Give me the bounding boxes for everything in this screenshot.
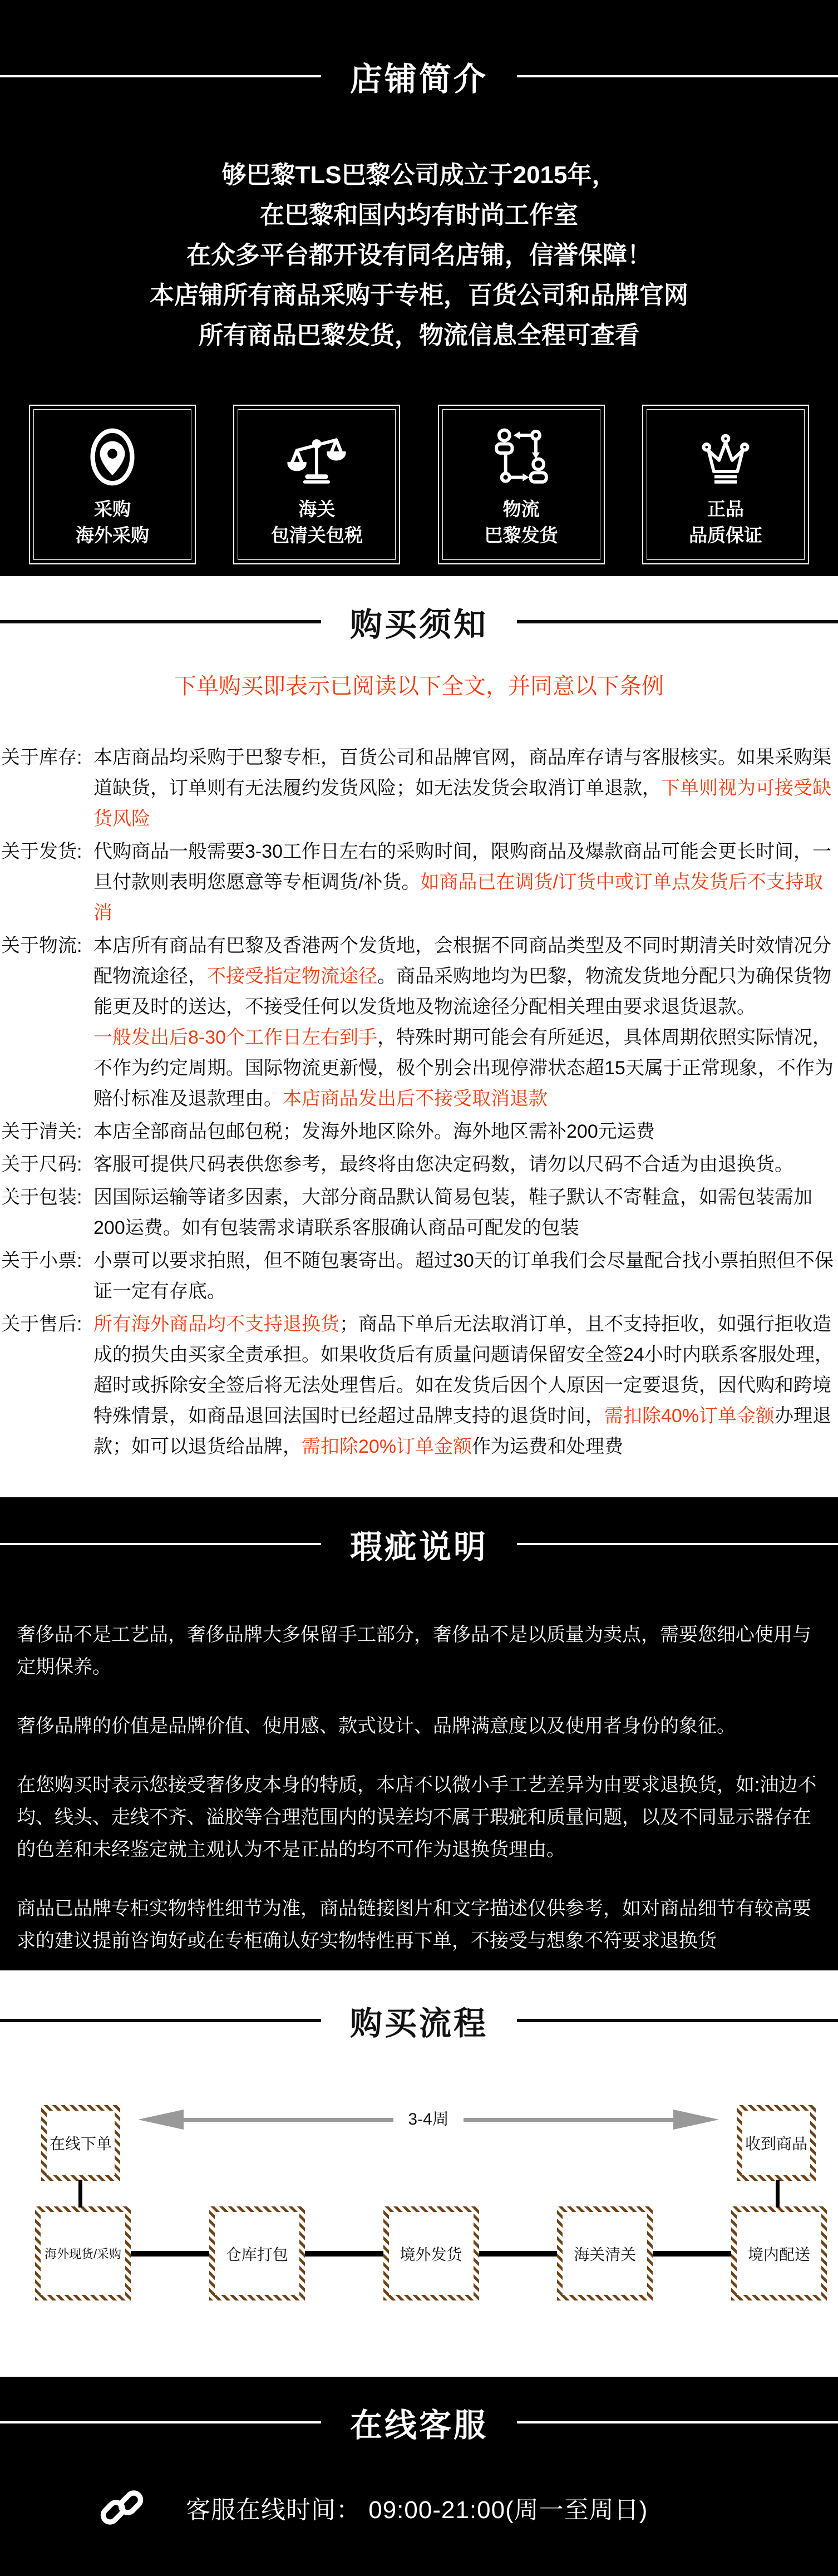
notice-body: 因国际运输等诸多因素，大部分商品默认简易包装，鞋子默认不寄鞋盒，如需包装需加200运费。如有包装需求请联系客服确认商品可配发的包装: [93, 1187, 812, 1238]
section-defect-statement: [0, 1497, 838, 1970]
section-purchase-notice: [0, 576, 838, 1497]
defect-paragraph: 商品已品牌专柜实物特性细节为准，商品链接图片和文字描述仅供参考，如对商品细节有较高要求的建议提前咨询好或在专柜确认好实物特性再下单，不接受与想象不符要求退换货: [17, 1898, 811, 1951]
intro-line: 本店铺所有商品采购于专柜，百货公司和品牌官网: [150, 282, 688, 309]
notice-label: 关于发货:: [1, 841, 82, 862]
intro-line: 在巴黎和国内均有时尚工作室: [260, 201, 578, 229]
defect-paragraph: 奢侈品牌的价值是品牌价值、使用感、款式设计、品牌满意度以及使用者身份的象征。: [17, 1715, 736, 1737]
service-title-row: [0, 2399, 838, 2446]
notice-label: 关于小票:: [1, 1250, 82, 1271]
feature-card-authentic: [642, 405, 809, 564]
flow-top-row: [0, 2105, 838, 2181]
notice-label: 关于物流:: [1, 935, 82, 956]
title-rule-right: [517, 75, 838, 77]
feature-card-sourcing: [29, 405, 196, 564]
feature-subtitle: 巴黎发货: [484, 525, 558, 545]
flow-duration-label: 3-4周: [408, 2110, 449, 2128]
notice-item-shipping: [0, 837, 835, 928]
notice-body: 本店全部商品包邮包税；发海外地区除外。海外地区需补200元运费: [93, 1121, 655, 1142]
flow-connector: [305, 2251, 383, 2257]
feature-cards: [0, 405, 838, 564]
title-rule-right: [517, 1543, 838, 1545]
arrow-left-icon: [138, 2110, 393, 2130]
intro-line: 在众多平台都开设有同名店铺，信誉保障！: [186, 242, 652, 269]
intro-line: 所有商品巴黎发货，物流信息全程可查看: [199, 322, 639, 349]
notice-item-aftersale: [0, 1309, 835, 1462]
flow-step-warehouse-packing: 仓库打包: [209, 2206, 305, 2300]
process-flow-diagram: [0, 2105, 838, 2300]
store-intro-title-row: [0, 53, 838, 100]
flow-step-domestic-delivery: 境内配送: [731, 2206, 827, 2300]
title-rule-left: [0, 2019, 321, 2022]
notice-item-receipt: [0, 1246, 835, 1307]
process-title: 购买流程: [350, 2005, 489, 2042]
notice-item-customs: [0, 1117, 835, 1147]
process-title-row: [0, 1997, 838, 2044]
title-rule-left: [0, 620, 321, 623]
notice-body: 所有海外商品均不支持退换货；商品下单后无法取消订单，且不支持拒收，如强行拒收造成的损失由买家全责承担。如果收货后有质量问题请保留安全签24小时内联系客服处理，超时或拆除安全签后将无法处理售后。如在发货后因个人原因一定要退货，因代购和跨境特殊情景，如商品退回法国时已经超过品牌支持的退货时间，需扣除40%订单金额办理退款；如可以退货给品牌，需扣除20%订单金额作为运费和处理费: [93, 1314, 834, 1457]
notice-label: 关于库存:: [1, 747, 82, 768]
intro-line: 够巴黎TLS巴黎公司成立于2015年，: [221, 161, 617, 189]
notice-body: 本店所有商品有巴黎及香港两个发货地，会根据不同商品类型及不同时期清关时效情况分配物流途径，不接受指定物流途径。商品采购地均为巴黎，物流发货地分配只为确保货物能更及时的送达，不接受任何以发货地及物流途径分配相关理由要求退货退款。 一般发出后8-30个工作日左右到手，特殊时期可能会有所延迟，具体周期依照实际情况，不作为约定周期。国际物流更新慢，极个别会出现停滞状态超15天属于正常现象，不作为赔付标准及退款理由。本店商品发出后不接受取消退款: [93, 935, 834, 1109]
flow-connector-vertical-left: [78, 2180, 82, 2208]
store-intro-title: 店铺简介: [350, 61, 489, 97]
notice-items: [0, 743, 838, 1462]
chain-link-icon: [96, 2481, 148, 2534]
crown-icon: [693, 424, 758, 490]
logistics-flow-icon: [489, 424, 554, 490]
defect-paragraph: 在您购买时表示您接受奢侈皮本身的特质，本店不以微小手工艺差异为由要求退换货，如:油边不均、线头、走线不齐、溢胶等合理范围内的误差均不属于瑕疵和质量问题，以及不同显示器存在的色差和未经鉴定就主观认为不是正品的均不可作为退换货理由。: [17, 1774, 817, 1860]
feature-title: 采购: [94, 499, 131, 519]
arrow-right-icon: [464, 2110, 719, 2130]
title-rule-left: [0, 2421, 321, 2423]
scales-icon: [284, 424, 349, 490]
defects-title: 瑕疵说明: [350, 1529, 489, 1565]
defect-paragraphs: [0, 1619, 838, 1957]
location-pin-icon: [80, 424, 145, 490]
notice-body: 本店商品均采购于巴黎专柜，百货公司和品牌官网，商品库存请与客服核实。如果采购渠道缺货，订单则有无法履约发货风险；如无法发货会取消订单退款，下单则视为可接受缺货风险: [93, 747, 831, 829]
flow-connector: [653, 2251, 731, 2257]
flow-bottom-row: [0, 2206, 838, 2300]
feature-card-logistics: [438, 405, 605, 564]
section-online-service: [0, 2377, 838, 2576]
title-rule-right: [517, 2421, 838, 2423]
notice-item-stock: [0, 743, 835, 834]
feature-title: 海关: [298, 499, 336, 519]
flow-connector: [131, 2251, 209, 2257]
service-title: 在线客服: [350, 2407, 489, 2444]
notice-label: 关于售后:: [1, 1314, 82, 1335]
title-rule-left: [0, 1543, 321, 1545]
title-rule-right: [517, 2019, 838, 2022]
notice-body: 代购商品一般需要3-30工作日左右的采购时间，限购商品及爆款商品可能会更长时间，一旦付款则表明您愿意等专柜调货/补货。如商品已在调货/订货中或订单点发货后不支持取消: [93, 841, 832, 923]
flow-step-overseas-stock: 海外现货/采购: [35, 2206, 131, 2300]
service-row: [0, 2481, 838, 2534]
notice-label: 关于尺码:: [1, 1154, 82, 1175]
notice-body: 客服可提供尺码表供您参考，最终将由您决定码数，请勿以尺码不合适为由退换货。: [93, 1154, 793, 1175]
section-purchase-process: [0, 1970, 838, 2377]
notice-label: 关于清关:: [1, 1121, 82, 1142]
notice-body: 小票可以要求拍照，但不随包裹寄出。超过30天的订单我们会尽量配合找小票拍照但不保证一定有存底。: [93, 1250, 834, 1302]
feature-card-customs: [233, 405, 400, 564]
flow-connector: [479, 2251, 558, 2257]
section-store-intro: [0, 0, 838, 576]
store-intro-text: [0, 155, 838, 356]
title-rule-right: [517, 620, 838, 623]
feature-subtitle: 品质保证: [688, 525, 762, 545]
feature-subtitle: 包清关包税: [270, 525, 363, 545]
notice-title: 购买须知: [350, 607, 489, 643]
notice-subtitle: 下单购买即表示已阅读以下全文，并同意以下条例: [174, 674, 664, 699]
feature-subtitle: 海外采购: [76, 525, 149, 545]
service-hours-text: 客服在线时间： 09:00-21:00(周一至周日): [186, 2496, 648, 2524]
flow-box-order-online: 在线下单: [41, 2105, 120, 2181]
notice-item-sizing: [0, 1149, 835, 1180]
feature-title: 物流: [502, 499, 540, 519]
notice-item-logistics: [0, 931, 835, 1114]
defect-paragraph: 奢侈品不是工艺品，奢侈品牌大多保留手工部分，奢侈品不是以质量为卖点，需要您细心使用与定期保养。: [17, 1624, 811, 1678]
flow-step-customs-clearance: 海关清关: [557, 2206, 653, 2300]
flow-step-overseas-shipping: 境外发货: [383, 2206, 479, 2300]
notice-label: 关于包装:: [1, 1187, 82, 1208]
title-rule-left: [0, 75, 321, 77]
notice-title-row: [0, 598, 838, 645]
defects-title-row: [0, 1521, 838, 1567]
flow-connector-vertical-right: [776, 2180, 780, 2208]
feature-title: 正品: [707, 499, 744, 519]
notice-item-packaging: [0, 1182, 835, 1243]
flow-box-receive-goods: 收到商品: [737, 2105, 816, 2181]
